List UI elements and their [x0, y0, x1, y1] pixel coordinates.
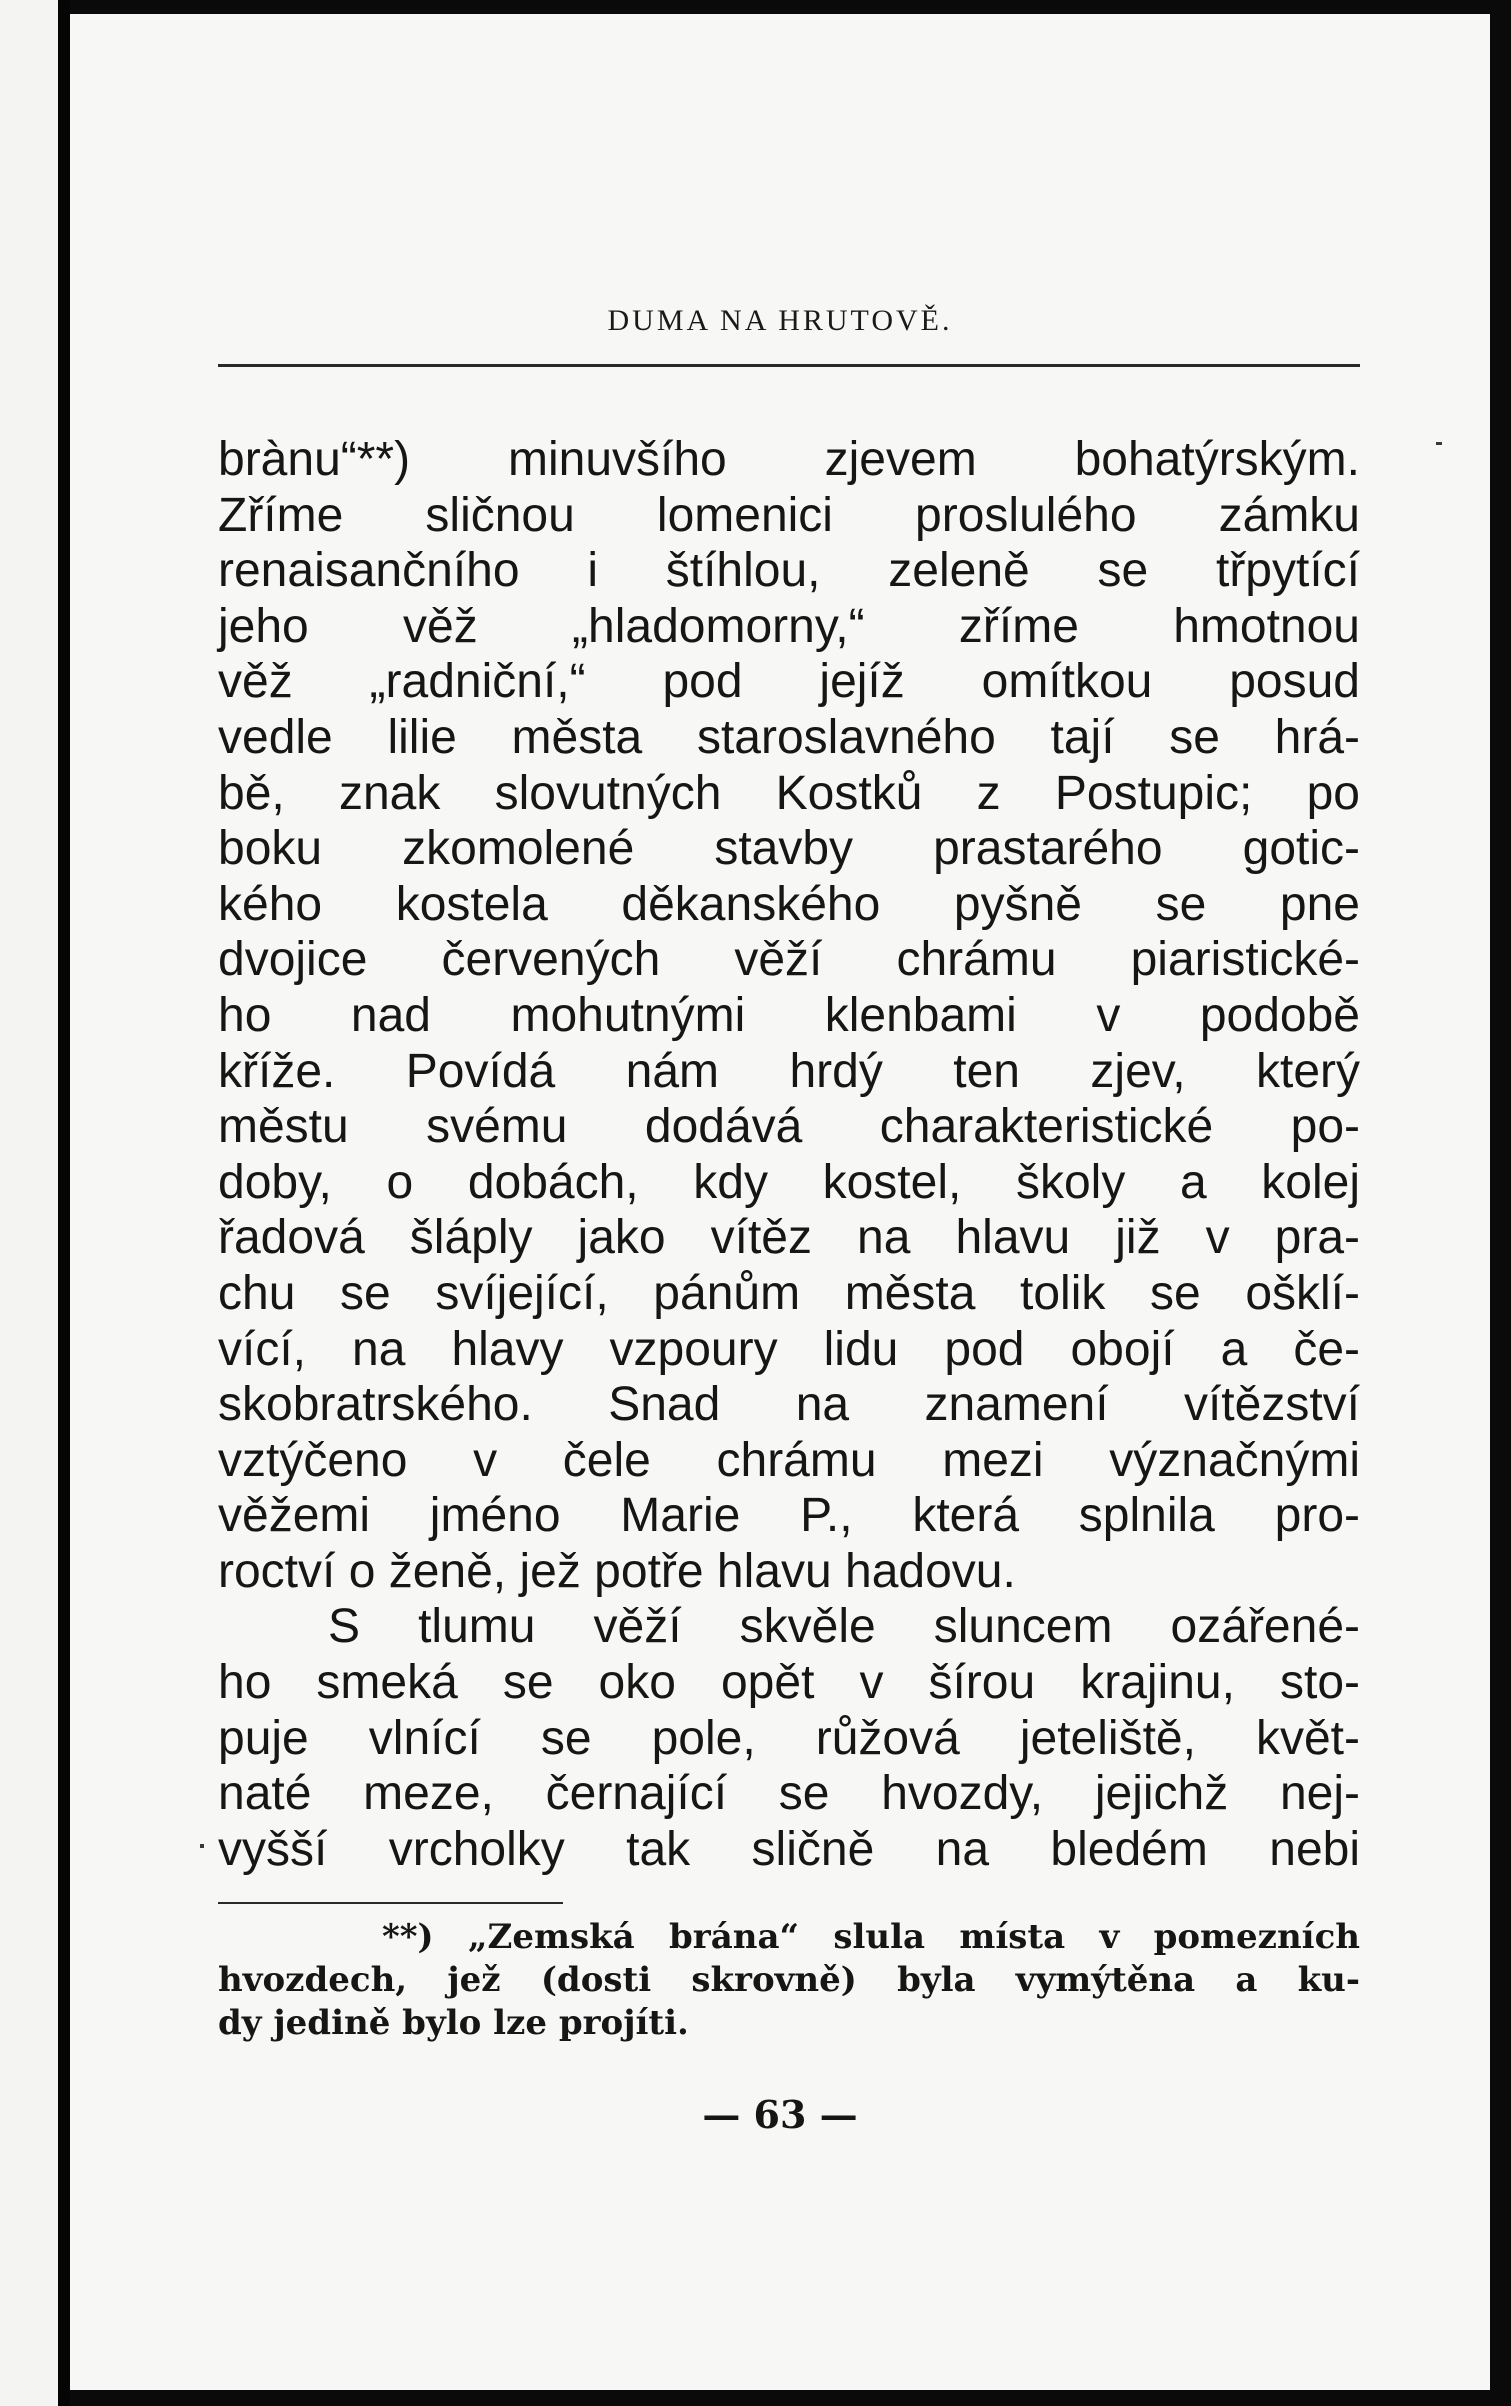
- book-page: [70, 14, 1490, 2390]
- body-text: [218, 432, 1360, 1877]
- text-line: vící, na hlavy vzpoury lidu pod obojí a če-: [218, 1322, 1360, 1376]
- text-line: kříže. Povídá nám hrdý ten zjev, který: [218, 1044, 1360, 1098]
- left-page-edge: [0, 0, 58, 2406]
- text-line: řadová šláply jako vítěz na hlavu již v pra-: [218, 1211, 1360, 1265]
- text-line: městu svému dodává charakteristické po-: [218, 1100, 1360, 1154]
- running-header: DUMA NA HRUTOVĚ.: [607, 304, 953, 337]
- text-line: kého kostela děkanského pyšně se pne: [218, 877, 1360, 931]
- text-line: věž „radniční,“ pod jejíž omítkou posud: [218, 655, 1360, 709]
- book-spine: [58, 0, 70, 2406]
- text-line: brànu“**) minuvšího zjevem bohatýrským.: [218, 433, 1360, 486]
- text-line: naté meze, černající se hvozdy, jejichž nej-: [218, 1767, 1360, 1821]
- footnote-rule: [218, 1902, 563, 1904]
- footnote-line: **) „Zemská brána“ slula místa v pomezních: [382, 1917, 1360, 1957]
- text-line: chu se svíjející, pánům města tolik se ošklí-: [218, 1266, 1360, 1320]
- header-rule: [218, 364, 1360, 367]
- text-line: ho smeká se oko opět v šírou krajinu, sto-: [218, 1656, 1360, 1710]
- text-line: Zříme sličnou lomenici proslulého zámku: [218, 488, 1360, 542]
- text-line: vedle lilie města staroslavného tají se hrá-: [218, 710, 1360, 764]
- text-line: roctví o ženě, jež potře hlavu hadovu.: [218, 1544, 1016, 1598]
- text-line: puje vlnící se pole, růžová jeteliště, květ-: [218, 1711, 1360, 1765]
- text-line: bě, znak slovutných Kostků z Postupic; po: [218, 766, 1360, 820]
- text-line: vztýčeno v čele chrámu mezi význačnými: [218, 1433, 1360, 1487]
- footnote-line: hvozdech, jež (dosti skrovně) byla vymýtěna a ku-: [218, 1960, 1360, 2000]
- text-line: renaisančního i štíhlou, zeleně se třpytící: [218, 544, 1360, 598]
- text-line: S tlumu věží skvěle sluncem ozářené-: [328, 1600, 1360, 1654]
- footnote: [218, 1916, 1360, 2045]
- text-line: doby, o dobách, kdy kostel, školy a kolej: [218, 1155, 1360, 1209]
- text-line: ho nad mohutnými klenbami v podobě: [218, 988, 1360, 1042]
- print-speck: [200, 1844, 204, 1848]
- text-line: skobratrského. Snad na znamení vítězství: [218, 1378, 1360, 1432]
- text-line: věžemi jméno Marie P., která splnila pro-: [218, 1489, 1360, 1543]
- footnote-line: dy jedině bylo lze projíti.: [218, 2003, 689, 2043]
- print-speck: [1436, 442, 1442, 445]
- text-line: vyšší vrcholky tak sličně na bledém nebi: [218, 1822, 1360, 1876]
- text-line: boku zkomolené stavby prastarého gotic-: [218, 822, 1360, 876]
- text-line: jeho věž „hladomorny,“ zříme hmotnou: [218, 599, 1360, 653]
- text-line: dvojice červených věží chrámu piaristické-: [218, 933, 1360, 987]
- page-number: — 63 —: [702, 2092, 858, 2137]
